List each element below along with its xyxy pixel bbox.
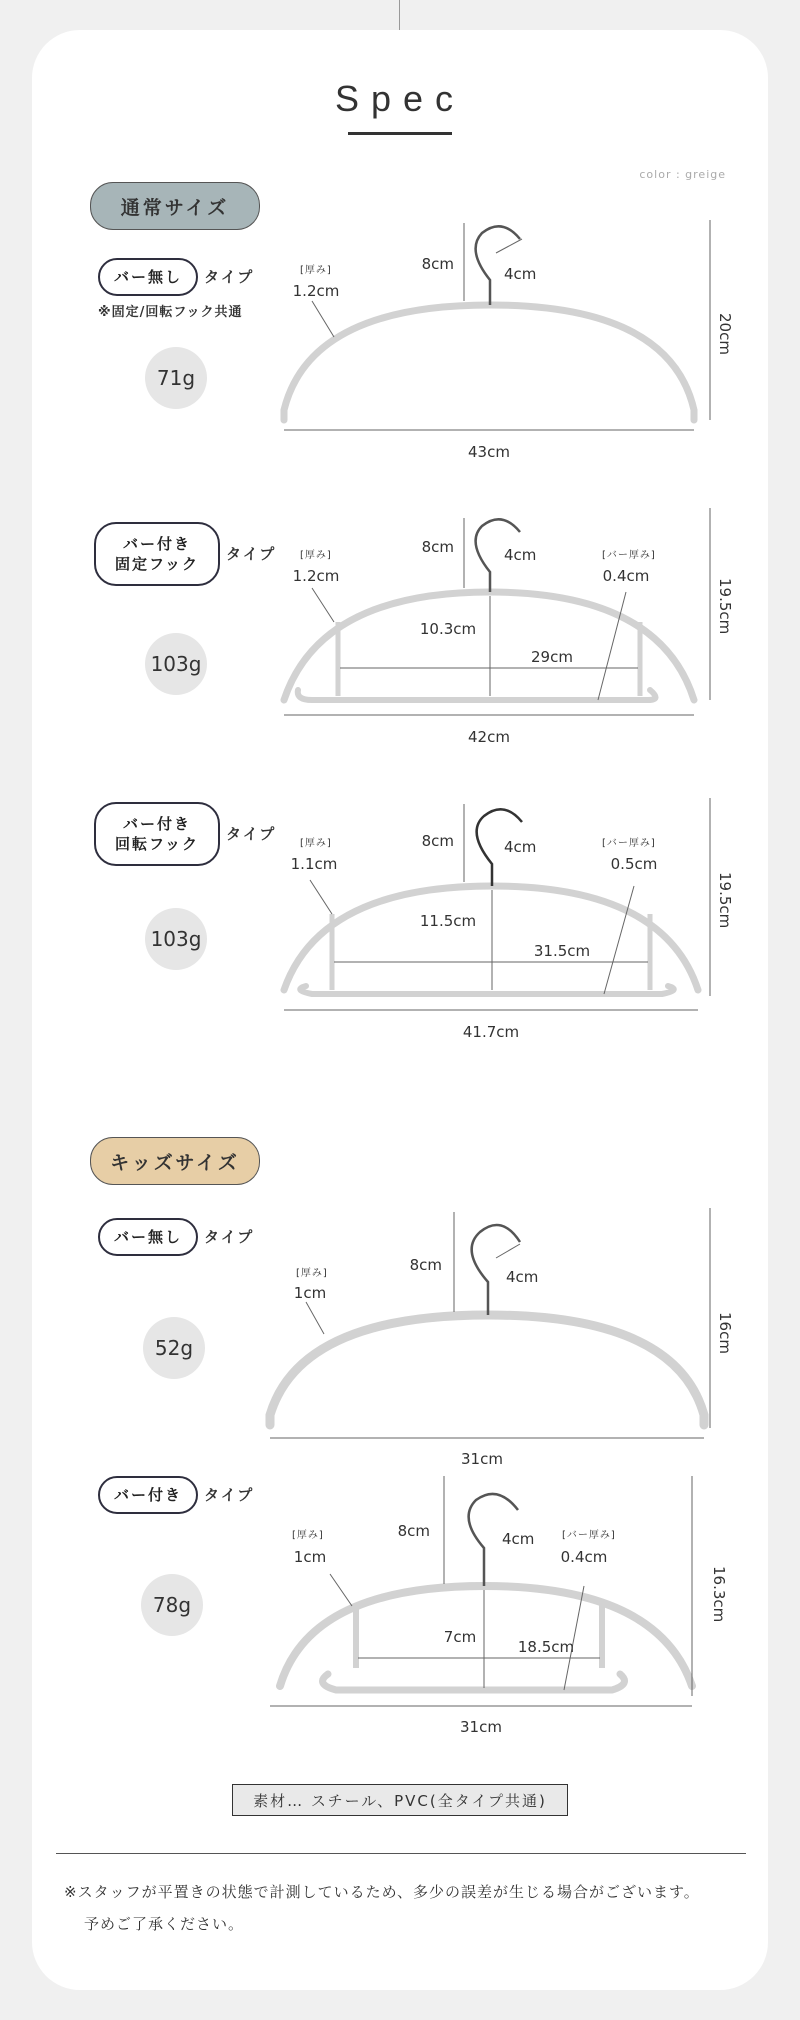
weight-badge: 71g [145, 347, 207, 409]
thickness-value: 1.2cm [292, 567, 340, 585]
hook-height: 8cm [421, 538, 454, 556]
inner-height: 7cm [443, 1628, 477, 1646]
hanger-diagram-kids-no-bar [270, 1200, 760, 1470]
footer-divider [56, 1853, 746, 1854]
hook-height: 8cm [421, 255, 454, 273]
bar-thickness-label: [バー厚み] [602, 550, 656, 561]
type-pill-no-bar: バー無し [98, 258, 198, 296]
total-height: 16.3cm [710, 1566, 728, 1623]
hanger-diagram-normal-no-bar [270, 205, 760, 465]
type-suffix: タイプ [204, 1228, 255, 1246]
page-title: Spec [334, 78, 466, 119]
hanger-bar [300, 986, 674, 994]
bar-thickness-label: [バー厚み] [562, 1530, 616, 1541]
inner-height: 11.5cm [419, 912, 477, 930]
inner-width: 29cm [531, 648, 573, 666]
total-width: 31cm [461, 1450, 503, 1468]
total-height: 16cm [716, 1312, 734, 1354]
hook-common-note: ※固定/回転フック共通 [98, 305, 243, 320]
thickness-label: [厚み] [292, 1530, 324, 1541]
hanger-body [280, 1586, 692, 1686]
type-suffix: タイプ [204, 268, 255, 286]
color-note: color : greige [639, 168, 726, 181]
type-pill-bar-swivel-hook: バー付き 回転フック [94, 802, 220, 866]
total-height: 20cm [716, 313, 734, 355]
thickness-label: [厚み] [300, 265, 332, 276]
thickness-value: 1.1cm [290, 855, 338, 873]
thickness-label: [厚み] [300, 838, 332, 849]
normal-size-label: 通常サイズ [90, 182, 260, 230]
total-height: 19.5cm [716, 578, 734, 635]
kids-size-label: キッズサイズ [90, 1137, 260, 1185]
bar-thickness-value: 0.4cm [602, 567, 650, 585]
inner-width: 31.5cm [533, 942, 591, 960]
hanger-body [284, 886, 698, 990]
total-width: 41.7cm [462, 1023, 520, 1041]
hanger-body [284, 305, 694, 420]
type-suffix: タイプ [226, 545, 277, 563]
hanger-bar [323, 1674, 625, 1690]
hook-height: 8cm [397, 1522, 430, 1540]
thickness-value: 1.2cm [292, 282, 340, 300]
title-underline [348, 132, 452, 135]
hanger-body [270, 1315, 704, 1425]
hanger-bar [298, 690, 656, 700]
bar-thickness-label: [バー厚み] [602, 838, 656, 849]
weight-badge: 52g [143, 1317, 205, 1379]
weight-badge: 78g [141, 1574, 203, 1636]
hanger-body [284, 592, 694, 700]
type-pill-bar-fixed-hook: バー付き 固定フック [94, 522, 220, 586]
thickness-label: [厚み] [296, 1268, 328, 1279]
hanger-diagram-kids-bar [270, 1462, 760, 1736]
hanger-diagram-normal-bar-fixed [270, 500, 760, 760]
hanger-diagram-normal-bar-swivel [270, 790, 760, 1050]
material-box: 素材… スチール、PVC(全タイプ共通) [232, 1784, 568, 1816]
hook-width: 4cm [506, 1268, 539, 1286]
total-width: 43cm [468, 443, 510, 461]
type-pill-with-bar: バー付き [98, 1476, 198, 1514]
hook-height: 8cm [421, 832, 454, 850]
inner-width: 18.5cm [517, 1638, 575, 1656]
footnote-line-2: 予めご了承ください。 [84, 1915, 245, 1933]
footnote-line-1: ※スタッフが平置きの状態で計測しているため、多少の誤差が生じる場合がございます。 [64, 1883, 700, 1901]
total-height: 19.5cm [716, 872, 734, 929]
thickness-value: 1cm [293, 1548, 327, 1566]
hook-width: 4cm [502, 1530, 535, 1548]
type-pill-no-bar: バー無し [98, 1218, 198, 1256]
thickness-value: 1cm [293, 1284, 327, 1302]
bar-thickness-value: 0.4cm [560, 1548, 608, 1566]
hook-height: 8cm [409, 1256, 442, 1274]
weight-badge: 103g [145, 633, 207, 695]
type-suffix: タイプ [226, 825, 277, 843]
total-width: 31cm [460, 1718, 502, 1736]
type-suffix: タイプ [204, 1486, 255, 1504]
top-connector-line [399, 0, 400, 30]
weight-badge: 103g [145, 908, 207, 970]
bar-thickness-value: 0.5cm [610, 855, 658, 873]
total-width: 42cm [468, 728, 510, 746]
hook-width: 4cm [504, 546, 537, 564]
measurement-footnote [64, 1876, 754, 1940]
inner-height: 10.3cm [419, 620, 477, 638]
hook-width: 4cm [504, 838, 537, 856]
thickness-label: [厚み] [300, 550, 332, 561]
hook-width: 4cm [504, 265, 537, 283]
